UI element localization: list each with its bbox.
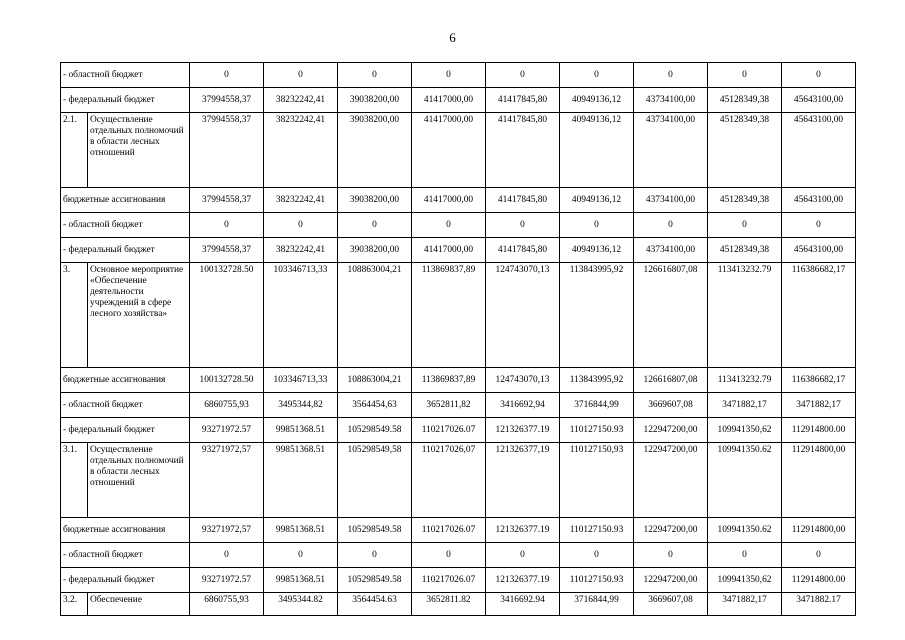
table-row xyxy=(61,368,856,393)
amount-cell: 100132728.50 xyxy=(190,368,264,393)
table-row xyxy=(61,543,856,568)
row-label: - федеральный бюджет xyxy=(61,88,190,113)
amount-cell: 41417845,80 xyxy=(486,238,560,263)
amount-cell: 124743070,13 xyxy=(486,263,560,368)
amount-cell: 113843995,92 xyxy=(560,263,634,368)
amount-cell: 45128349,38 xyxy=(708,113,782,188)
amount-cell: 0 xyxy=(412,543,486,568)
amount-cell: 43734100,00 xyxy=(634,188,708,213)
table-row xyxy=(61,88,856,113)
row-label: - федеральный бюджет xyxy=(61,568,190,593)
table-row xyxy=(61,568,856,593)
item-name: Осуществление отдельных полномочий в области лесных отношений xyxy=(88,113,190,188)
amount-cell: 121326377,19 xyxy=(486,443,560,518)
amount-cell: 121326377.19 xyxy=(486,418,560,443)
amount-cell: 38232242,41 xyxy=(264,238,338,263)
amount-cell: 116386682,17 xyxy=(782,263,856,368)
amount-cell: 38232242,41 xyxy=(264,188,338,213)
amount-cell: 93271972,57 xyxy=(190,443,264,518)
amount-cell: 121326377.19 xyxy=(486,518,560,543)
amount-cell: 43734100,00 xyxy=(634,238,708,263)
amount-cell: 109941350,62 xyxy=(708,418,782,443)
budget-table xyxy=(60,62,856,616)
amount-cell: 122947200,00 xyxy=(634,418,708,443)
amount-cell: 38232242,41 xyxy=(264,113,338,188)
table-row xyxy=(61,213,856,238)
amount-cell: 41417845,80 xyxy=(486,188,560,213)
amount-cell: 0 xyxy=(560,543,634,568)
amount-cell: 0 xyxy=(486,63,560,88)
amount-cell: 45128349,38 xyxy=(708,88,782,113)
amount-cell: 0 xyxy=(560,213,634,238)
row-label: - областной бюджет xyxy=(61,63,190,88)
amount-cell: 45643100,00 xyxy=(782,238,856,263)
amount-cell: 109941350,62 xyxy=(708,568,782,593)
amount-cell: 108863004,21 xyxy=(338,368,412,393)
amount-cell: 110127150,93 xyxy=(560,443,634,518)
amount-cell: 0 xyxy=(708,63,782,88)
amount-cell: 0 xyxy=(560,63,634,88)
amount-cell: 0 xyxy=(634,213,708,238)
amount-cell: 3471882,17 xyxy=(782,393,856,418)
amount-cell: 0 xyxy=(782,213,856,238)
amount-cell: 99851368.51 xyxy=(264,568,338,593)
amount-cell: 37994558,37 xyxy=(190,238,264,263)
amount-cell: 0 xyxy=(486,543,560,568)
amount-cell: 3416692.94 xyxy=(486,593,560,616)
amount-cell: 0 xyxy=(708,543,782,568)
amount-cell: 112914800.00 xyxy=(782,418,856,443)
amount-cell: 105298549.58 xyxy=(338,568,412,593)
amount-cell: 121326377.19 xyxy=(486,568,560,593)
amount-cell: 0 xyxy=(412,63,486,88)
amount-cell: 3716844,99 xyxy=(560,393,634,418)
amount-cell: 0 xyxy=(782,63,856,88)
amount-cell: 108863004,21 xyxy=(338,263,412,368)
table-row xyxy=(61,393,856,418)
amount-cell: 100132728.50 xyxy=(190,263,264,368)
amount-cell: 0 xyxy=(634,543,708,568)
amount-cell: 0 xyxy=(264,63,338,88)
amount-cell: 109941350.62 xyxy=(708,443,782,518)
amount-cell: 122947200,00 xyxy=(634,443,708,518)
amount-cell: 126616807,08 xyxy=(634,263,708,368)
amount-cell: 109941350.62 xyxy=(708,518,782,543)
item-name: Осуществление отдельных полномочий в области лесных отношений xyxy=(88,443,190,518)
amount-cell: 105298549,58 xyxy=(338,443,412,518)
amount-cell: 3652811,82 xyxy=(412,393,486,418)
amount-cell: 113413232.79 xyxy=(708,263,782,368)
amount-cell: 0 xyxy=(338,213,412,238)
table-row xyxy=(61,63,856,88)
amount-cell: 110127150.93 xyxy=(560,418,634,443)
row-label: - федеральный бюджет xyxy=(61,418,190,443)
amount-cell: 113869837,89 xyxy=(412,368,486,393)
amount-cell: 0 xyxy=(190,543,264,568)
amount-cell: 0 xyxy=(264,543,338,568)
amount-cell: 3495344,82 xyxy=(264,393,338,418)
amount-cell: 45643100,00 xyxy=(782,188,856,213)
amount-cell: 103346713,33 xyxy=(264,263,338,368)
amount-cell: 41417845,80 xyxy=(486,113,560,188)
amount-cell: 99851368.51 xyxy=(264,443,338,518)
row-label: бюджетные ассигнования xyxy=(61,188,190,213)
table-row xyxy=(61,518,856,543)
amount-cell: 3652811.82 xyxy=(412,593,486,616)
amount-cell: 3471882.17 xyxy=(782,593,856,616)
amount-cell: 6860755,93 xyxy=(190,393,264,418)
row-label: - федеральный бюджет xyxy=(61,238,190,263)
amount-cell: 93271972.57 xyxy=(190,418,264,443)
table-row xyxy=(61,443,856,518)
item-code: 3. xyxy=(61,263,88,368)
amount-cell: 0 xyxy=(486,213,560,238)
row-label: - областной бюджет xyxy=(61,393,190,418)
amount-cell: 43734100,00 xyxy=(634,88,708,113)
amount-cell: 0 xyxy=(190,213,264,238)
amount-cell: 105298549.58 xyxy=(338,518,412,543)
amount-cell: 3669607,08 xyxy=(634,593,708,616)
amount-cell: 124743070,13 xyxy=(486,368,560,393)
amount-cell: 41417000,00 xyxy=(412,113,486,188)
amount-cell: 3564454,63 xyxy=(338,393,412,418)
amount-cell: 112914800,00 xyxy=(782,443,856,518)
amount-cell: 99851368.51 xyxy=(264,518,338,543)
table-row xyxy=(61,418,856,443)
amount-cell: 99851368.51 xyxy=(264,418,338,443)
amount-cell: 40949136,12 xyxy=(560,88,634,113)
amount-cell: 37994558,37 xyxy=(190,88,264,113)
amount-cell: 113843995,92 xyxy=(560,368,634,393)
amount-cell: 113869837,89 xyxy=(412,263,486,368)
row-label: бюджетные ассигнования xyxy=(61,518,190,543)
amount-cell: 112914800,00 xyxy=(782,518,856,543)
amount-cell: 0 xyxy=(782,543,856,568)
table-row xyxy=(61,188,856,213)
amount-cell: 3716844,99 xyxy=(560,593,634,616)
table-row xyxy=(61,593,856,616)
amount-cell: 0 xyxy=(338,543,412,568)
amount-cell: 3471882,17 xyxy=(708,593,782,616)
amount-cell: 41417000,00 xyxy=(412,188,486,213)
amount-cell: 37994558,37 xyxy=(190,188,264,213)
item-code: 2.1. xyxy=(61,113,88,188)
amount-cell: 110127150.93 xyxy=(560,568,634,593)
amount-cell: 39038200,00 xyxy=(338,88,412,113)
amount-cell: 45128349,38 xyxy=(708,238,782,263)
amount-cell: 110217026.07 xyxy=(412,568,486,593)
amount-cell: 113413232.79 xyxy=(708,368,782,393)
amount-cell: 110217026.07 xyxy=(412,418,486,443)
amount-cell: 45643100,00 xyxy=(782,113,856,188)
item-name: Обеспечение xyxy=(88,593,190,616)
amount-cell: 105298549.58 xyxy=(338,418,412,443)
amount-cell: 3416692,94 xyxy=(486,393,560,418)
amount-cell: 37994558,37 xyxy=(190,113,264,188)
amount-cell: 6860755,93 xyxy=(190,593,264,616)
item-code: 3.2. xyxy=(61,593,88,616)
amount-cell: 0 xyxy=(264,213,338,238)
row-label: - областной бюджет xyxy=(61,543,190,568)
amount-cell: 3471882,17 xyxy=(708,393,782,418)
amount-cell: 39038200,00 xyxy=(338,113,412,188)
amount-cell: 110217026.07 xyxy=(412,518,486,543)
amount-cell: 103346713,33 xyxy=(264,368,338,393)
amount-cell: 116386682,17 xyxy=(782,368,856,393)
amount-cell: 40949136,12 xyxy=(560,113,634,188)
amount-cell: 112914800.00 xyxy=(782,568,856,593)
amount-cell: 45643100,00 xyxy=(782,88,856,113)
table-row xyxy=(61,263,856,368)
amount-cell: 122947200,00 xyxy=(634,518,708,543)
amount-cell: 3669607,08 xyxy=(634,393,708,418)
amount-cell: 0 xyxy=(412,213,486,238)
amount-cell: 38232242,41 xyxy=(264,88,338,113)
amount-cell: 43734100,00 xyxy=(634,113,708,188)
amount-cell: 126616807,08 xyxy=(634,368,708,393)
amount-cell: 45128349,38 xyxy=(708,188,782,213)
item-name: Основное мероприятие «Обеспечение деятельности учреждений в сфере лесного хозяйства» xyxy=(88,263,190,368)
amount-cell: 110217026,07 xyxy=(412,443,486,518)
item-code: 3.1. xyxy=(61,443,88,518)
page-number: 6 xyxy=(449,30,456,45)
amount-cell: 93271972,57 xyxy=(190,518,264,543)
amount-cell: 40949136,12 xyxy=(560,238,634,263)
amount-cell: 39038200,00 xyxy=(338,238,412,263)
amount-cell: 3564454.63 xyxy=(338,593,412,616)
amount-cell: 0 xyxy=(634,63,708,88)
amount-cell: 40949136,12 xyxy=(560,188,634,213)
amount-cell: 39038200,00 xyxy=(338,188,412,213)
amount-cell: 41417000,00 xyxy=(412,238,486,263)
amount-cell: 0 xyxy=(338,63,412,88)
amount-cell: 0 xyxy=(190,63,264,88)
row-label: бюджетные ассигнования xyxy=(61,368,190,393)
table-row xyxy=(61,113,856,188)
amount-cell: 41417000,00 xyxy=(412,88,486,113)
amount-cell: 0 xyxy=(708,213,782,238)
amount-cell: 41417845,80 xyxy=(486,88,560,113)
amount-cell: 110127150.93 xyxy=(560,518,634,543)
table-row xyxy=(61,238,856,263)
amount-cell: 93271972.57 xyxy=(190,568,264,593)
amount-cell: 3495344.82 xyxy=(264,593,338,616)
amount-cell: 122947200,00 xyxy=(634,568,708,593)
row-label: - областной бюджет xyxy=(61,213,190,238)
